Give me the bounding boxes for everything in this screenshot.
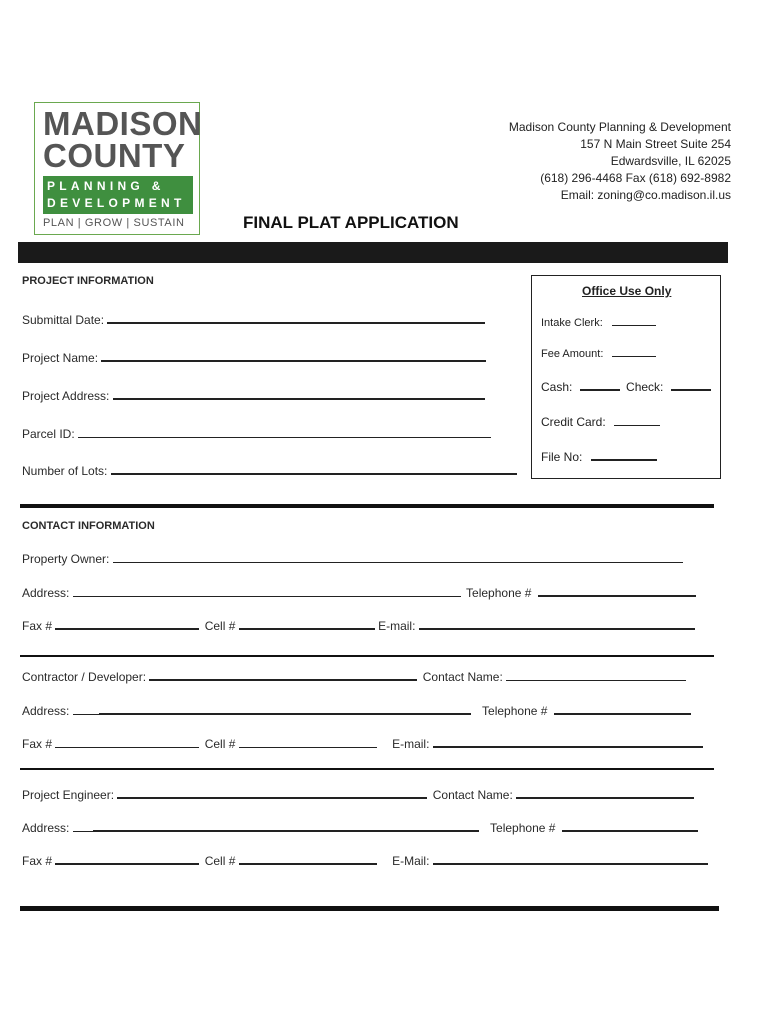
project-name-row <box>22 351 486 365</box>
owner-email-label: E-mail: <box>378 619 416 633</box>
owner-cell-field[interactable] <box>239 627 375 630</box>
logo-line-county: COUNTY <box>43 137 186 174</box>
owner-telephone-label: Telephone # <box>466 586 532 600</box>
submittal-date-field[interactable] <box>107 321 485 324</box>
engineer-telephone-label: Telephone # <box>490 821 556 835</box>
logo-tagline: PLAN | GROW | SUSTAIN <box>43 217 185 229</box>
engineer-row <box>22 788 694 802</box>
parcel-id-field[interactable] <box>78 436 491 438</box>
intake-clerk-row <box>541 317 656 329</box>
owner-fax-row <box>22 619 695 633</box>
engineer-contact-name-field[interactable] <box>516 796 694 799</box>
engineer-address-field[interactable] <box>93 829 479 832</box>
project-name-field[interactable] <box>101 359 486 362</box>
engineer-email-label: E-Mail: <box>392 854 430 868</box>
property-owner-label: Property Owner: <box>22 552 110 566</box>
engineer-email-field[interactable] <box>433 862 708 865</box>
contractor-address-field[interactable] <box>99 712 471 715</box>
engineer-label: Project Engineer: <box>22 788 115 802</box>
contractor-telephone-field[interactable] <box>554 712 691 715</box>
engineer-telephone-field[interactable] <box>562 829 698 832</box>
office-use-box <box>531 275 721 479</box>
contractor-fax-row <box>22 737 703 751</box>
logo-line-development: DEVELOPMENT <box>47 196 186 210</box>
contractor-fax-label: Fax # <box>22 737 53 751</box>
project-address-label: Project Address: <box>22 389 110 403</box>
contractor-cell-field[interactable] <box>239 746 377 748</box>
file-no-field[interactable] <box>591 458 657 461</box>
owner-cell-label: Cell # <box>204 619 236 633</box>
agency-address-block <box>509 119 731 204</box>
contractor-address-row <box>22 704 691 718</box>
owner-address-row <box>22 586 696 600</box>
owner-fax-field[interactable] <box>55 627 199 630</box>
parcel-id-label: Parcel ID: <box>22 427 75 441</box>
project-address-field[interactable] <box>113 397 485 400</box>
contractor-email-label: E-mail: <box>392 737 430 751</box>
contractor-label: Contractor / Developer: <box>22 670 147 684</box>
number-of-lots-row <box>22 464 517 478</box>
intake-clerk-label: Intake Clerk: <box>541 317 603 329</box>
contractor-field[interactable] <box>149 678 417 681</box>
engineer-address-lead <box>73 830 93 832</box>
engineer-cell-label: Cell # <box>204 854 236 868</box>
number-of-lots-field[interactable] <box>111 472 517 475</box>
owner-fax-label: Fax # <box>22 619 53 633</box>
owner-email-field[interactable] <box>419 627 695 630</box>
contact-info-heading: CONTACT INFORMATION <box>22 520 155 532</box>
contractor-fax-field[interactable] <box>55 746 199 748</box>
contractor-divider <box>20 768 714 770</box>
engineer-field[interactable] <box>117 796 427 799</box>
header-bar <box>18 242 728 263</box>
engineer-fax-field[interactable] <box>55 862 199 865</box>
credit-card-label: Credit Card: <box>541 415 606 429</box>
contractor-address-lead <box>73 713 99 715</box>
agency-street: 157 N Main Street Suite 254 <box>580 137 731 151</box>
engineer-fax-row <box>22 854 708 868</box>
credit-card-row <box>541 415 660 429</box>
engineer-address-row <box>22 821 698 835</box>
contact-divider <box>20 655 714 657</box>
agency-city: Edwardsville, IL 62025 <box>610 154 731 168</box>
bottom-rule <box>20 906 719 911</box>
fee-amount-row <box>541 348 656 360</box>
check-field[interactable] <box>671 388 711 391</box>
project-address-row <box>22 389 485 403</box>
contractor-cell-label: Cell # <box>204 737 236 751</box>
number-of-lots-label: Number of Lots: <box>22 464 108 478</box>
property-owner-row <box>22 552 683 566</box>
fee-amount-label: Fee Amount: <box>541 348 604 360</box>
contractor-contact-name-field[interactable] <box>506 679 686 681</box>
contractor-telephone-label: Telephone # <box>482 704 548 718</box>
logo-line-madison: MADISON <box>43 105 203 142</box>
agency-name: Madison County Planning & Development <box>508 120 731 134</box>
cash-label: Cash: <box>541 380 573 394</box>
parcel-id-row <box>22 427 491 441</box>
engineer-fax-label: Fax # <box>22 854 53 868</box>
fee-amount-field[interactable] <box>612 355 656 357</box>
cash-field[interactable] <box>580 388 620 391</box>
credit-card-field[interactable] <box>614 424 660 426</box>
submittal-date-label: Submittal Date: <box>22 313 105 327</box>
logo-line-planning: PLANNING & <box>47 179 165 193</box>
owner-address-field[interactable] <box>73 595 461 597</box>
check-label: Check: <box>626 380 664 394</box>
county-logo <box>34 102 203 235</box>
intake-clerk-field[interactable] <box>612 324 656 326</box>
form-title: FINAL PLAT APPLICATION <box>243 213 459 232</box>
section-divider <box>20 504 714 508</box>
owner-telephone-field[interactable] <box>538 594 696 597</box>
submittal-date-row <box>22 313 485 327</box>
agency-phones: (618) 296-4468 Fax (618) 692-8982 <box>540 171 731 185</box>
file-no-row <box>541 450 657 464</box>
project-name-label: Project Name: <box>22 351 99 365</box>
engineer-contact-name-label: Contact Name: <box>432 788 513 802</box>
contractor-row <box>22 670 686 684</box>
file-no-label: File No: <box>541 450 583 464</box>
contractor-address-label: Address: <box>22 704 70 718</box>
contractor-email-field[interactable] <box>433 745 703 748</box>
engineer-cell-field[interactable] <box>239 862 377 865</box>
office-use-heading: Office Use Only <box>582 284 672 298</box>
engineer-address-label: Address: <box>22 821 70 835</box>
agency-email: Email: zoning@co.madison.il.us <box>560 188 731 202</box>
logo-green-band <box>43 176 193 214</box>
contractor-contact-name-label: Contact Name: <box>422 670 503 684</box>
project-info-heading: PROJECT INFORMATION <box>22 275 154 287</box>
cash-check-row <box>541 380 711 394</box>
property-owner-field[interactable] <box>113 561 683 563</box>
owner-address-label: Address: <box>22 586 70 600</box>
